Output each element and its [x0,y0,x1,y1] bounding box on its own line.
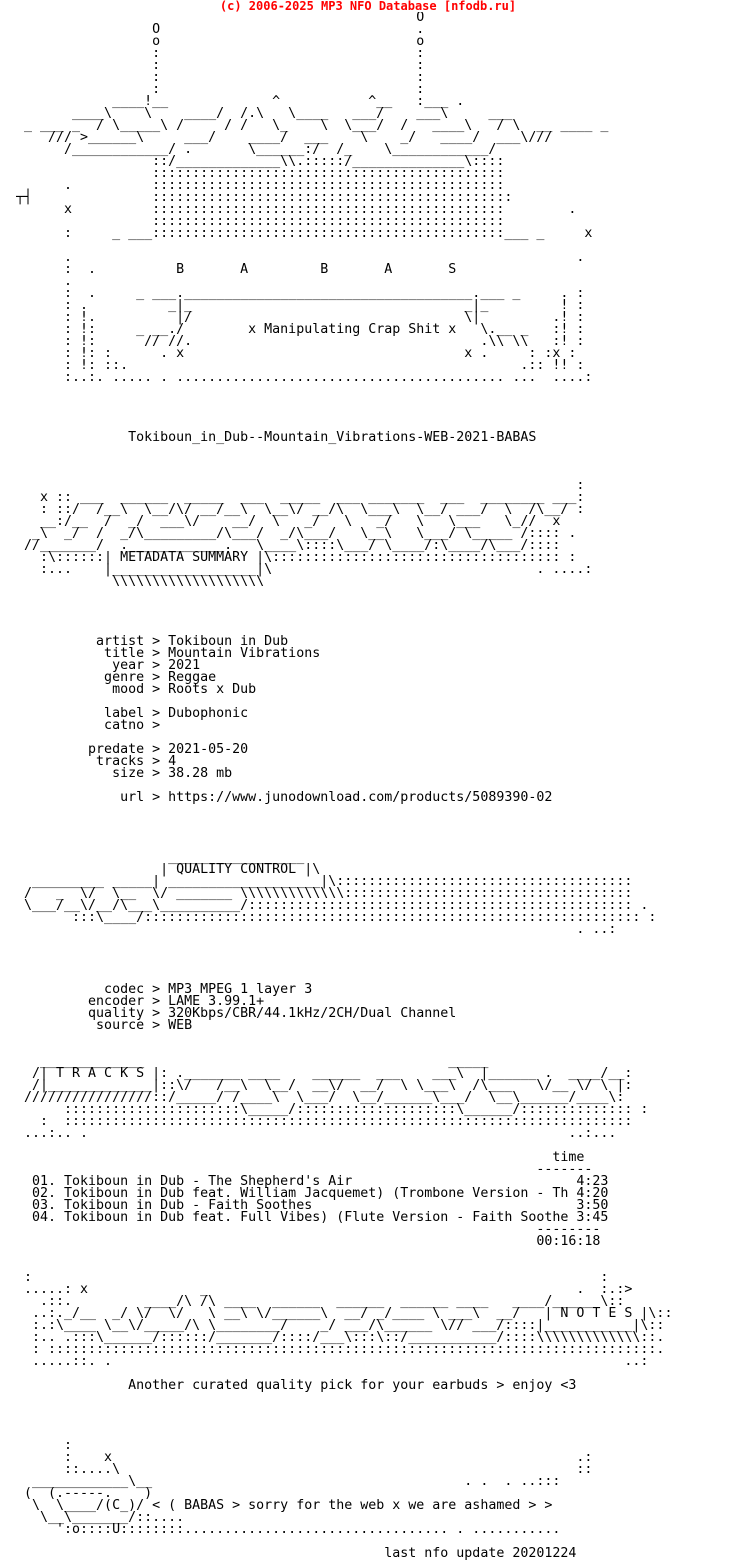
nfo-line: :::::::::::::::::::::::::::::::::::::::::::: [16,214,505,229]
nfo-line: ------- [16,1162,593,1177]
nfo-line: quality > 320Kbps/CBR/44.1kHz/2CH/Dual Channel [16,1006,457,1021]
nfo-line: 04. Tokiboun in Dub feat. Full Vibes) (Flute Version - Faith Soothe 3:45 [16,1210,609,1225]
nfo-line: | QUALITY CONTROL |\ [16,862,321,877]
nfo-line: //_______/ .____________. \____\::::\___/ \____/:\____/\___/:::: [16,538,561,553]
nfo-line: .....: x _ . :.:> [16,1282,633,1297]
nfo-ascii-art-document [16,12,736,1560]
nfo-line: genre > Reggae [16,670,217,685]
nfo-line: o o [16,34,425,49]
nfo-line: :... |__________________|\ . ....: [16,562,593,577]
nfo-line: : ::/ /__\ \__/\/ __/__\ \__\/ __/\ \___\ \__/ ___/ \ /\__/ : [16,502,585,517]
nfo-line: : : [16,82,425,97]
nfo-line: url > https://www.junodownload.com/products/5089390-02 [16,790,553,805]
nfo-line: O [16,12,425,25]
nfo-line: Tokiboun_in_Dub--Mountain_Vibrations-WEB-2021-BABAS [16,430,537,445]
nfo-line: . . [16,250,585,265]
nfo-line: : !: _ __./ x Manipulating Crap Shit x \.__ _ :! : [16,322,585,337]
nfo-line: ( (.-----. ) [16,1486,153,1501]
nfo-line: \__\_______/::.... [16,1510,185,1525]
nfo-line: : !. |/ \| .! : [16,310,585,325]
nfo-line: last nfo update 20201224 [16,1546,577,1560]
nfo-line: .....::. . ..: [16,1354,649,1369]
nfo-line: : [16,1438,73,1453]
nfo-line: ::....\ :: [16,1462,593,1477]
nfo-line: /| T R A C K S |: ._______ ____ ______ ___ ___\ |______ . ____/__: [16,1066,633,1081]
nfo-line: :.. .:::\______/::::::/_______/::::/___\:::\::/___________/::::\\\\\\\\\\\\\::. [16,1330,665,1345]
nfo-line: ..:._/__ _/ \/ \/ \ __\ \/______\ __/ _/____ \ ___\ __/ | N O T E S |\:: [16,1306,673,1321]
nfo-line: title > Mountain Vibrations [16,646,321,661]
nfo-line: ////////////////::/_____/ /____\ \___/ \__/______\___/ \__\______/____\: [16,1090,625,1105]
nfo-line: time [16,1150,585,1165]
nfo-line: . ..: [16,922,617,937]
nfo-line: : !: : . x x . : :x : [16,346,577,361]
nfo-line: : : [16,58,425,73]
nfo-line: x :: ___ ______ _____ ___ _____ ___ _______ ___ ________ ___: [16,490,585,505]
nfo-line: : : [16,70,425,85]
nfo-line: : x .: [16,1450,593,1465]
nfo-line: ┬┤ ::::::::::::::::::::::::::::::::::::::::::::: [16,190,513,205]
nfo-line: _________________ [16,850,305,865]
nfo-line: tracks > 4 [16,754,177,769]
nfo-line: mood > Roots x Dub [16,682,257,697]
nfo-line: 00:16:18 [16,1234,601,1249]
nfo-line: : [16,478,585,493]
nfo-line: predate > 2021-05-20 [16,742,249,757]
nfo-line: \ \____/(C_)/ < ( BABAS > sorry for the web x we are ashamed > > [16,1498,553,1513]
nfo-line: x :::::::::::::::::::::::::::::::::::::::::::: . [16,202,577,217]
nfo-line: \___/__\/__/\___\__________/:::::::::::::::::::::::::::::::::::::::::::::::: . [16,898,649,913]
nfo-line: codec > MP3 MPEG 1 layer 3 [16,982,313,997]
nfo-line: 02. Tokiboun in Dub feat. William Jacquemet) (Trombone Version - Th 4:20 [16,1186,609,1201]
nfo-line: artist > Tokiboun in Dub [16,634,289,649]
nfo-line: source > WEB [16,1018,193,1033]
nfo-line: encoder > LAME 3.99.1+ [16,994,265,1009]
nfo-line: _________ _____| ___________________|\::::::::::::::::::::::::::::::::::::: [16,874,633,889]
nfo-line: catno > [16,718,161,733]
nfo-line: /// >______\ ___/ ____/ ___ \ _/ ____/ ___\/// [16,130,553,145]
nfo-line: ::/_____________\\.:::::/______________\:::: [16,154,505,169]
nfo-line: :.:\____ \__\/_____/\ \________/ _/ ___/\______ \// ___/::::|___________|\:: [16,1318,665,1333]
nfo-line: : _ ___::::::::::::::::::::::::::::::::::::::::::::___ _ x [16,226,593,241]
nfo-line: .::. ____/\ /\ ____ ______ ______ ______ ____ ____/_____ \:: [16,1294,625,1309]
nfo-line: /____________/ . \______:/ /_ \____________/ [16,142,497,157]
nfo-line: ::::::::::::::::::::::\_____/::::::::::::::::::::\______/:::::::::::::: : [16,1102,649,1117]
nfo-line: :::::::::::::::::::::::::::::::::::::::::::: [16,166,505,181]
nfo-line: ____________\__ . . . ..::: [16,1474,561,1489]
nfo-line: : !: // //. .\\ \\ :! : [16,334,585,349]
nfo-line: : . _ ___.____________________________________.___ _ . : [16,286,585,301]
nfo-line: ':o::::U::::::::................................. . ........... [16,1522,561,1537]
nfo-line: __:/__ / _/ ___\/ __/ \ _/ \ _/ \ \___ \_// x [16,514,561,529]
nfo-line: /|_____________|::\/ /__\ \__/ __\/ __/ \ \___\ /\___ \/__ \/ \ |: [16,1078,633,1093]
nfo-line: . [16,274,73,289]
nfo-line: : ::::::::::::::::::::::::::::::::::::::::::::::::::::::::::::::::::::::: [16,1114,633,1129]
nfo-line: : . B A B A S [16,262,457,277]
nfo-line: . :::::::::::::::::::::::::::::::::::::::::::: [16,178,505,193]
nfo-line: Another curated quality pick for your earbuds > enjoy <3 [16,1378,577,1393]
nfo-line: :::\____/:::::::::::::::::::::::::::::::::::::::::::::::::::::::::::::: : [16,910,657,925]
nfo-line: _ ___ _ / \_____\ / / / \_ \ \___/ / ____\ / \ __ ____ _ [16,118,609,133]
nfo-line: _\ _/ / _/\_________/\___/ _/\___/ \__\ \___/ \_____ /:::: . [16,526,577,541]
nfo-line: O . [16,22,425,37]
nfo-line: / _ \/ \__ \/ _______ \\\\\\\\\\\\\:::::::::::::::::::::::::::::::::::: [16,886,633,901]
nfo-line: size > 38.28 mb [16,766,233,781]
nfo-line: :\::::::| METADATA SUMMARY |\:::::::::::::::::::::::::::::::::::: : [16,550,577,565]
nfodb-credit-header: (c) 2006-2025 MP3 NFO Database [nfodb.ru] [219,0,517,13]
nfo-line: ____!__ ^ ^__ :___ . [16,94,465,109]
nfo-line: :..:. ..... . ......................................... ... ....: [16,370,593,385]
nfo-line: -------- [16,1222,601,1237]
nfo-line: _____________ _____ [16,1054,489,1069]
nfo-line: label > Dubophonic [16,706,249,721]
nfo-line: 01. Tokiboun in Dub - The Shepherd's Air 4:23 [16,1174,609,1189]
nfo-line: : : [16,46,425,61]
nfo-line: \\\\\\\\\\\\\\\\\\\ [16,574,265,589]
nfo-line: : : [16,1270,609,1285]
nfo-line: : . _|_ _|_ ! : [16,298,585,313]
nfo-line: : !: ::. .:: !! : [16,358,585,373]
nfo-line: 03. Tokiboun in Dub - Faith Soothes 3:50 [16,1198,609,1213]
nfo-line: ____\ \ ____/ /.\ \____ ___/ ___\ ___ [16,106,513,121]
nfo-line: year > 2021 [16,658,201,673]
nfo-line: : ::::::::::::::::::::::::::::::::::::::::::::::::::::::::::::::::::::::::::::. [16,1342,665,1357]
nfo-line: ...:.. . ..:... [16,1126,617,1141]
